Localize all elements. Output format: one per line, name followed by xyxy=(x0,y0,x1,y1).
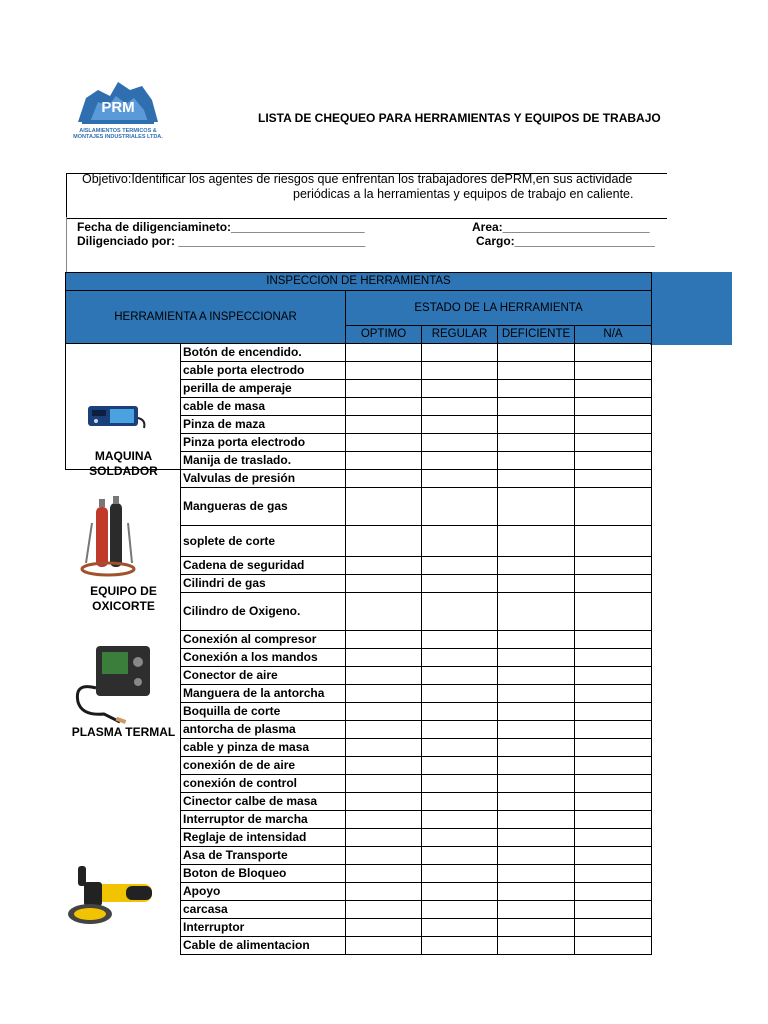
check-cell-regular[interactable] xyxy=(422,865,498,883)
check-cell-na[interactable] xyxy=(575,344,652,362)
check-cell-optimo[interactable] xyxy=(346,757,422,775)
cargo-field[interactable]: Cargo:_____________________ xyxy=(476,234,655,248)
check-cell-optimo[interactable] xyxy=(346,703,422,721)
item-label: Pinza de maza xyxy=(181,416,346,434)
angle-grinder-icon xyxy=(66,864,156,932)
section-title: INSPECCION DE HERRAMIENTAS xyxy=(66,273,652,291)
check-cell-na[interactable] xyxy=(575,685,652,703)
group-name-soldador: MAQUINA SOLDADOR xyxy=(89,449,158,478)
check-cell-regular[interactable] xyxy=(422,380,498,398)
item-label: conexión de de aire xyxy=(181,757,346,775)
check-cell-na[interactable] xyxy=(575,757,652,775)
group-name-plasma: PLASMA TERMAL xyxy=(71,725,176,739)
check-cell-deficiente[interactable] xyxy=(498,434,575,452)
item-label: Conexión al compresor xyxy=(181,631,346,649)
check-cell-deficiente[interactable] xyxy=(498,757,575,775)
check-cell-optimo[interactable] xyxy=(346,721,422,739)
check-cell-deficiente[interactable] xyxy=(498,488,575,526)
check-cell-deficiente[interactable] xyxy=(498,865,575,883)
oxicorte-image xyxy=(78,493,138,584)
check-cell-regular[interactable] xyxy=(422,649,498,667)
welder-image xyxy=(84,402,148,435)
page-title: LISTA DE CHEQUEO PARA HERRAMIENTAS Y EQUIPOS DE TRABAJO xyxy=(258,111,661,125)
check-cell-regular[interactable] xyxy=(422,775,498,793)
check-cell-deficiente[interactable] xyxy=(498,452,575,470)
item-label: antorcha de plasma xyxy=(181,721,346,739)
check-cell-optimo[interactable] xyxy=(346,667,422,685)
check-cell-regular[interactable] xyxy=(422,575,498,593)
check-cell-deficiente[interactable] xyxy=(498,937,575,955)
item-label: soplete de corte xyxy=(181,526,346,557)
logo-company-line2: MONTAJES INDUSTRIALES LTDA. xyxy=(73,134,163,140)
item-label: Asa de Transporte xyxy=(181,847,346,865)
check-cell-deficiente[interactable] xyxy=(498,847,575,865)
check-cell-deficiente[interactable] xyxy=(498,470,575,488)
check-cell-optimo[interactable] xyxy=(346,883,422,901)
logo-building-icon xyxy=(68,76,168,126)
logo-letters: PRM xyxy=(101,99,135,116)
check-cell-optimo[interactable] xyxy=(346,452,422,470)
check-cell-na[interactable] xyxy=(575,937,652,955)
item-label: cable y pinza de masa xyxy=(181,739,346,757)
item-label: perilla de amperaje xyxy=(181,380,346,398)
state-optimo: OPTIMO xyxy=(346,326,422,344)
company-logo xyxy=(68,76,168,150)
check-cell-na[interactable] xyxy=(575,793,652,811)
state-deficiente: DEFICIENTE xyxy=(498,326,575,344)
item-label: Manija de traslado. xyxy=(181,452,346,470)
check-cell-deficiente[interactable] xyxy=(498,362,575,380)
check-cell-optimo[interactable] xyxy=(346,593,422,631)
check-cell-na[interactable] xyxy=(575,488,652,526)
check-cell-optimo[interactable] xyxy=(346,937,422,955)
check-cell-na[interactable] xyxy=(575,721,652,739)
header-extension xyxy=(650,272,732,345)
fecha-field[interactable]: Fecha de diligenciamineto:____________________ xyxy=(77,220,365,234)
check-cell-regular[interactable] xyxy=(422,557,498,575)
check-cell-regular[interactable] xyxy=(422,667,498,685)
check-cell-optimo[interactable] xyxy=(346,865,422,883)
check-cell-regular[interactable] xyxy=(422,901,498,919)
item-label: conexión de control xyxy=(181,775,346,793)
check-cell-na[interactable] xyxy=(575,649,652,667)
check-cell-optimo[interactable] xyxy=(346,344,422,362)
check-cell-optimo[interactable] xyxy=(346,793,422,811)
item-label: Cilindro de Oxigeno. xyxy=(181,593,346,631)
check-cell-regular[interactable] xyxy=(422,883,498,901)
check-cell-regular[interactable] xyxy=(422,452,498,470)
check-cell-na[interactable] xyxy=(575,416,652,434)
check-cell-na[interactable] xyxy=(575,829,652,847)
item-label: Mangueras de gas xyxy=(181,488,346,526)
item-label: Botón de encendido. xyxy=(181,344,346,362)
state-column-header: ESTADO DE LA HERRAMIENTA xyxy=(346,291,652,326)
item-label: Interruptor de marcha xyxy=(181,811,346,829)
check-cell-regular[interactable] xyxy=(422,344,498,362)
item-label: Apoyo xyxy=(181,883,346,901)
item-label: Boton de Bloqueo xyxy=(181,865,346,883)
check-cell-na[interactable] xyxy=(575,434,652,452)
objective-line2: periódicas a la herramientas y equipos de trabajo en caliente. xyxy=(293,187,634,201)
check-cell-deficiente[interactable] xyxy=(498,380,575,398)
plasma-cutter-icon xyxy=(70,642,154,726)
check-cell-optimo[interactable] xyxy=(346,575,422,593)
check-cell-na[interactable] xyxy=(575,667,652,685)
state-regular: REGULAR xyxy=(422,326,498,344)
check-cell-optimo[interactable] xyxy=(346,685,422,703)
check-cell-regular[interactable] xyxy=(422,488,498,526)
item-label: Interruptor xyxy=(181,919,346,937)
check-cell-optimo[interactable] xyxy=(346,557,422,575)
check-cell-na[interactable] xyxy=(575,575,652,593)
fields-border xyxy=(66,217,67,273)
state-na: N/A xyxy=(575,326,652,344)
item-label: Conector de aire xyxy=(181,667,346,685)
check-cell-na[interactable] xyxy=(575,883,652,901)
check-cell-regular[interactable] xyxy=(422,829,498,847)
check-cell-deficiente[interactable] xyxy=(498,416,575,434)
check-cell-regular[interactable] xyxy=(422,919,498,937)
check-cell-optimo[interactable] xyxy=(346,470,422,488)
check-cell-regular[interactable] xyxy=(422,631,498,649)
objective-line1: Objetivo:Identificar los agentes de riesgos que enfrentan los trabajadores dePRM,en sus actividade xyxy=(82,172,633,186)
item-label: Cilindri de gas xyxy=(181,575,346,593)
check-cell-optimo[interactable] xyxy=(346,362,422,380)
check-cell-optimo[interactable] xyxy=(346,416,422,434)
item-label: Cadena de seguridad xyxy=(181,557,346,575)
check-cell-optimo[interactable] xyxy=(346,739,422,757)
check-cell-regular[interactable] xyxy=(422,434,498,452)
check-cell-regular[interactable] xyxy=(422,685,498,703)
check-cell-na[interactable] xyxy=(575,557,652,575)
check-cell-deficiente[interactable] xyxy=(498,344,575,362)
item-label: Pinza porta electrodo xyxy=(181,434,346,452)
group-name-oxicorte: EQUIPO DE OXICORTE xyxy=(90,584,157,613)
check-cell-regular[interactable] xyxy=(422,721,498,739)
check-cell-deficiente[interactable] xyxy=(498,775,575,793)
check-cell-deficiente[interactable] xyxy=(498,703,575,721)
check-cell-deficiente[interactable] xyxy=(498,919,575,937)
check-cell-deficiente[interactable] xyxy=(498,557,575,575)
check-cell-na[interactable] xyxy=(575,452,652,470)
check-cell-regular[interactable] xyxy=(422,757,498,775)
plasma-image xyxy=(70,642,154,731)
logo-company-line1: AISLAMIENTOS TERMICOS & xyxy=(79,128,157,134)
check-cell-deficiente[interactable] xyxy=(498,793,575,811)
check-cell-optimo[interactable] xyxy=(346,811,422,829)
check-cell-optimo[interactable] xyxy=(346,488,422,526)
check-cell-na[interactable] xyxy=(575,919,652,937)
item-label: Reglaje de intensidad xyxy=(181,829,346,847)
item-label: cable porta electrodo xyxy=(181,362,346,380)
check-cell-na[interactable] xyxy=(575,593,652,631)
check-cell-deficiente[interactable] xyxy=(498,649,575,667)
gas-cylinders-icon xyxy=(78,493,138,579)
check-cell-deficiente[interactable] xyxy=(498,526,575,557)
check-cell-na[interactable] xyxy=(575,739,652,757)
welding-machine-icon xyxy=(84,402,148,430)
table-row xyxy=(66,344,652,362)
check-cell-optimo[interactable] xyxy=(346,829,422,847)
check-cell-deficiente[interactable] xyxy=(498,721,575,739)
check-cell-na[interactable] xyxy=(575,362,652,380)
check-cell-na[interactable] xyxy=(575,847,652,865)
item-label: Cable de alimentacion xyxy=(181,937,346,955)
item-label: Valvulas de presión xyxy=(181,470,346,488)
check-cell-regular[interactable] xyxy=(422,416,498,434)
check-cell-optimo[interactable] xyxy=(346,775,422,793)
check-cell-regular[interactable] xyxy=(422,526,498,557)
check-cell-optimo[interactable] xyxy=(346,398,422,416)
check-cell-regular[interactable] xyxy=(422,847,498,865)
check-cell-deficiente[interactable] xyxy=(498,398,575,416)
check-cell-deficiente[interactable] xyxy=(498,631,575,649)
check-cell-deficiente[interactable] xyxy=(498,667,575,685)
check-cell-optimo[interactable] xyxy=(346,847,422,865)
check-cell-na[interactable] xyxy=(575,631,652,649)
check-cell-deficiente[interactable] xyxy=(498,829,575,847)
check-cell-optimo[interactable] xyxy=(346,526,422,557)
item-label: carcasa xyxy=(181,901,346,919)
grinder-image xyxy=(66,864,156,937)
check-cell-optimo[interactable] xyxy=(346,919,422,937)
check-cell-deficiente[interactable] xyxy=(498,575,575,593)
item-label: Boquilla de corte xyxy=(181,703,346,721)
check-cell-regular[interactable] xyxy=(422,703,498,721)
item-label: Manguera de la antorcha xyxy=(181,685,346,703)
check-cell-regular[interactable] xyxy=(422,398,498,416)
check-cell-na[interactable] xyxy=(575,703,652,721)
check-cell-na[interactable] xyxy=(575,470,652,488)
item-label: Conexión a los mandos xyxy=(181,649,346,667)
check-cell-regular[interactable] xyxy=(422,811,498,829)
check-cell-regular[interactable] xyxy=(422,470,498,488)
check-cell-na[interactable] xyxy=(575,526,652,557)
diligenciado-field[interactable]: Diligenciado por: ____________________________ xyxy=(77,234,366,248)
check-cell-optimo[interactable] xyxy=(346,434,422,452)
check-cell-na[interactable] xyxy=(575,901,652,919)
check-cell-regular[interactable] xyxy=(422,739,498,757)
check-cell-na[interactable] xyxy=(575,775,652,793)
check-cell-regular[interactable] xyxy=(422,793,498,811)
check-cell-deficiente[interactable] xyxy=(498,811,575,829)
check-cell-deficiente[interactable] xyxy=(498,739,575,757)
check-cell-regular[interactable] xyxy=(422,937,498,955)
check-cell-regular[interactable] xyxy=(422,362,498,380)
check-cell-deficiente[interactable] xyxy=(498,901,575,919)
tool-column-header: HERRAMIENTA A INSPECCIONAR xyxy=(66,291,346,344)
check-cell-deficiente[interactable] xyxy=(498,593,575,631)
check-cell-optimo[interactable] xyxy=(346,380,422,398)
check-cell-optimo[interactable] xyxy=(346,649,422,667)
check-cell-na[interactable] xyxy=(575,811,652,829)
check-cell-deficiente[interactable] xyxy=(498,685,575,703)
check-cell-na[interactable] xyxy=(575,380,652,398)
item-label: cable de masa xyxy=(181,398,346,416)
check-cell-na[interactable] xyxy=(575,398,652,416)
check-cell-na[interactable] xyxy=(575,865,652,883)
area-field[interactable]: Area:______________________ xyxy=(472,220,650,234)
check-cell-regular[interactable] xyxy=(422,593,498,631)
check-cell-optimo[interactable] xyxy=(346,631,422,649)
check-cell-optimo[interactable] xyxy=(346,901,422,919)
item-label: Cinector calbe de masa xyxy=(181,793,346,811)
check-cell-deficiente[interactable] xyxy=(498,883,575,901)
